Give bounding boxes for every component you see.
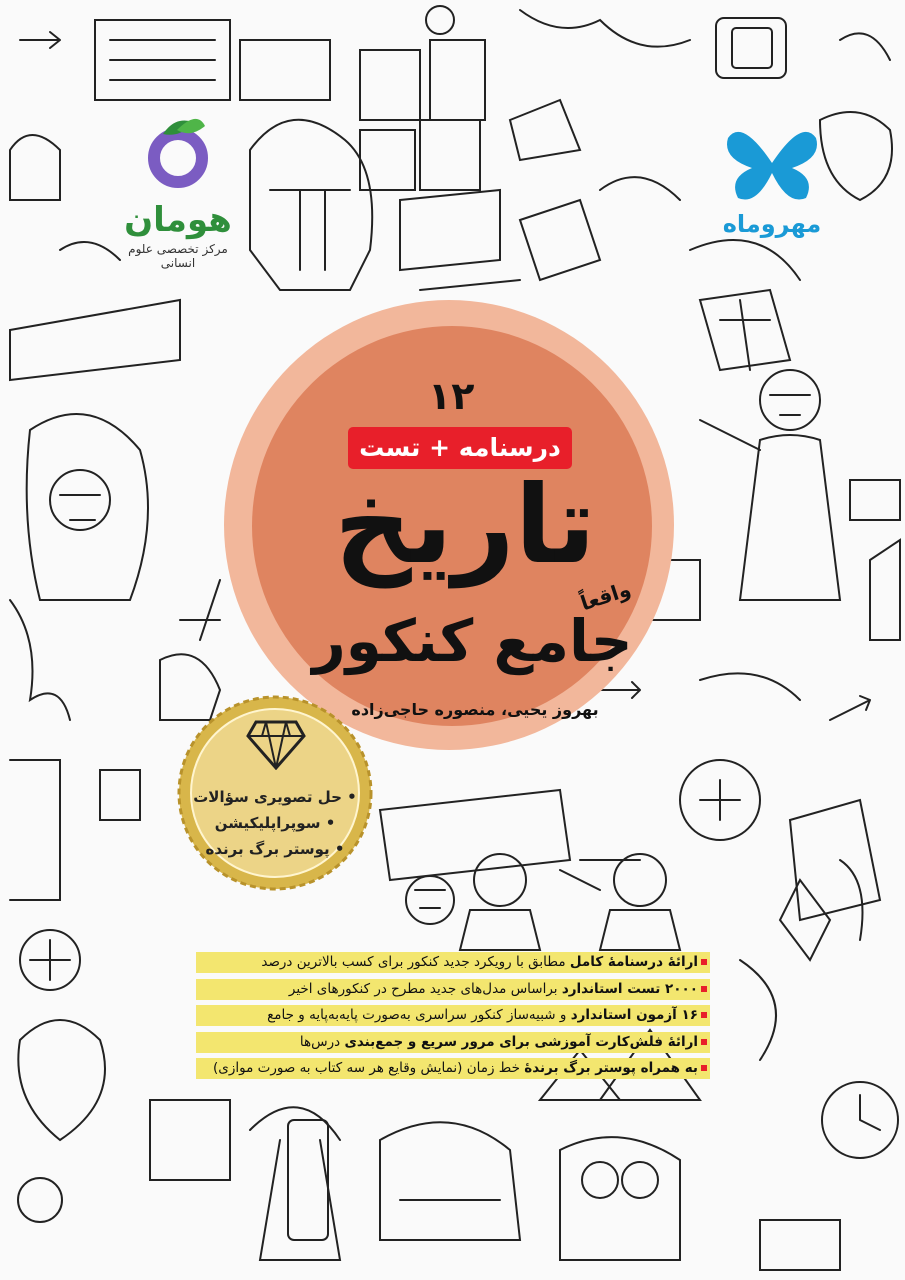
feature-item: ارائهٔ درسنامهٔ کامل مطابق با رویکرد جدید کنکور برای کسب بالاترین درصد [196,952,710,973]
seal-item: • حل تصویری سؤالات [193,788,357,806]
feature-item: به همراه پوستر برگ برندهٔ خط زمان (نمایش وقایع هر سه کتاب به صورت موازی) [196,1058,710,1079]
houman-name: هومان [124,200,232,240]
mehromah-logo[interactable] [712,118,832,238]
authors: بهروز یحیی، منصوره حاجی‌زاده [351,700,599,719]
book-title: تاریخ [334,463,596,588]
badge-darsnameh-test: درسنامه + تست [348,427,572,469]
butterfly-logo-icon [722,118,822,208]
feature-item: ۲۰۰۰ تست استاندارد براساس مدل‌های جدید مطرح در کنکورهای اخیر [196,979,710,1000]
features-list [196,952,710,1085]
leaf-logo-icon [143,112,213,202]
seal-features [190,784,360,862]
seal-item: • پوستر برگ برنده [205,840,345,858]
feature-item: ۱۶ آزمون استاندارد و شبیه‌ساز کنکور سراسری به‌صورت پایه‌به‌پایه و جامع [196,1005,710,1026]
seal-item: • سوپراپلیکیشن [214,814,336,832]
houman-tagline: مرکز تخصصی علوم انسانی [128,242,228,270]
series-word: واقعاً [577,576,634,616]
book-number: ۱۲ [428,374,475,418]
feature-item: ارائهٔ فلش‌کارت آموزشی برای مرور سریع و جمع‌بندی درس‌ها [196,1032,710,1053]
book-subtitle: جامع کنکور [312,607,633,675]
diamond-icon [246,718,306,770]
mehromah-name: مهروماه [722,210,822,238]
houman-logo[interactable] [118,112,238,270]
